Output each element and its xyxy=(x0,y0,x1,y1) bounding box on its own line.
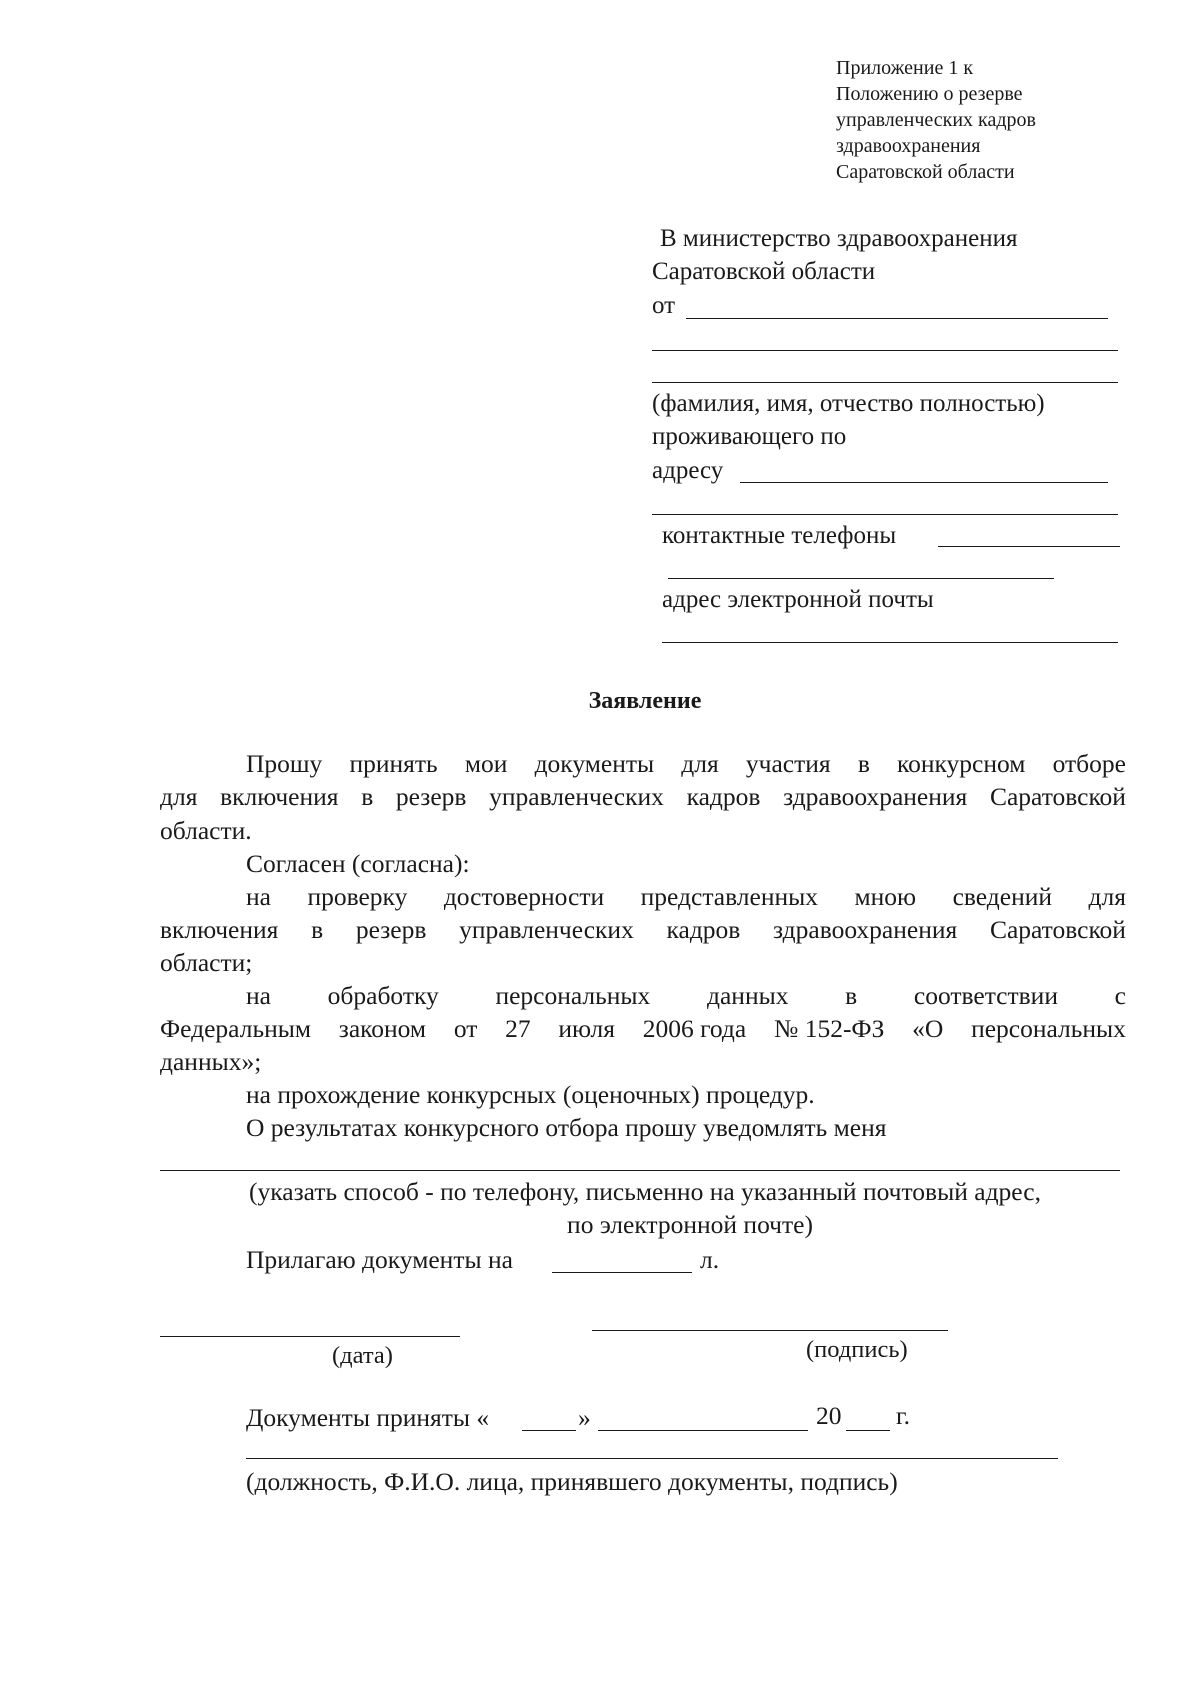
accepted-year-prefix: 20 xyxy=(816,1401,842,1430)
accepted-month-blank-line[interactable] xyxy=(598,1430,808,1431)
email-blank-line[interactable] xyxy=(662,642,1118,643)
paragraph-request-line-2: для включения в резерв управленческих кадров здравоохранения Саратовской xyxy=(160,782,1126,811)
phones-blank-line[interactable] xyxy=(938,546,1120,547)
addressee-line-1: В министерство здравоохранения xyxy=(660,225,1018,252)
paragraph-personal-data-line-1: на обработку персональных данных в соответствии с xyxy=(246,981,1126,1010)
from-label: от xyxy=(652,292,676,319)
accepted-year-suffix: г. xyxy=(896,1401,910,1430)
paragraph-verification-line-3: области; xyxy=(160,948,253,977)
paragraph-request-line-3: области. xyxy=(160,816,252,845)
appendix-line: Приложение 1 к xyxy=(836,57,974,79)
appendix-line: Саратовской области xyxy=(836,161,1015,183)
paragraph-request-line-1: Прошу принять мои документы для участия в конкурсном отборе xyxy=(246,749,1126,778)
address-label: адресу xyxy=(652,457,724,484)
from-blank-line-3[interactable] xyxy=(652,382,1118,383)
residing-label: проживающего по xyxy=(652,423,847,450)
addressee-line-2: Саратовской области xyxy=(652,258,876,285)
signature-blank-line[interactable] xyxy=(592,1330,948,1331)
paragraph-verification-line-2: включения в резерв управленческих кадров здравоохранения Саратовской xyxy=(160,915,1126,944)
notify-method-hint-2: по электронной почте) xyxy=(567,1210,813,1239)
notify-method-blank-line[interactable] xyxy=(160,1170,1120,1171)
appendix-line: Положению о резерве xyxy=(836,83,1023,105)
accepted-year-blank-line[interactable] xyxy=(846,1430,890,1431)
from-blank-line-2[interactable] xyxy=(652,350,1118,351)
document-title: Заявление xyxy=(588,688,702,714)
paragraph-personal-data-line-2: Федеральным законом от 27 июля 2006 года № 152-ФЗ «О персональных xyxy=(160,1014,1126,1043)
date-label: (дата) xyxy=(332,1342,393,1369)
paragraph-notify: О результатах конкурсного отбора прошу уведомлять меня xyxy=(246,1113,887,1142)
paragraph-personal-data-line-3: данных»; xyxy=(160,1047,262,1076)
address-blank-line-2[interactable] xyxy=(652,514,1118,515)
from-blank-line[interactable] xyxy=(686,318,1108,319)
official-blank-line[interactable] xyxy=(246,1458,1058,1459)
signature-label: (подпись) xyxy=(806,1336,908,1363)
agree-label: Согласен (согласна): xyxy=(246,849,470,878)
date-blank-line[interactable] xyxy=(160,1336,460,1337)
paragraph-verification-line-1: на проверку достоверности представленных мною сведений для xyxy=(246,882,1126,911)
accepted-label: Документы приняты « xyxy=(246,1403,490,1432)
appendix-block xyxy=(836,55,1166,185)
appendix-line: управленческих кадров xyxy=(836,109,1036,131)
appendix-line: здравоохранения xyxy=(836,135,981,157)
address-blank-line[interactable] xyxy=(740,482,1108,483)
attach-pages-blank-line[interactable] xyxy=(552,1272,692,1273)
official-hint: (должность, Ф.И.О. лица, принявшего документы, подпись) xyxy=(246,1467,898,1496)
phones-label: контактные телефоны xyxy=(662,522,897,549)
fio-hint: (фамилия, имя, отчество полностью) xyxy=(652,390,1045,417)
email-label: адрес электронной почты xyxy=(662,586,934,613)
paragraph-procedures: на прохождение конкурсных (оценочных) процедур. xyxy=(246,1080,815,1109)
attach-suffix: л. xyxy=(700,1245,720,1274)
phones-blank-line-2[interactable] xyxy=(668,578,1054,579)
accepted-day-blank-line[interactable] xyxy=(522,1430,576,1431)
accepted-quote-close: » xyxy=(578,1403,591,1432)
attach-label: Прилагаю документы на xyxy=(246,1245,513,1274)
notify-method-hint-1: (указать способ - по телефону, письменно на указанный почтовый адрес, xyxy=(249,1177,1041,1206)
